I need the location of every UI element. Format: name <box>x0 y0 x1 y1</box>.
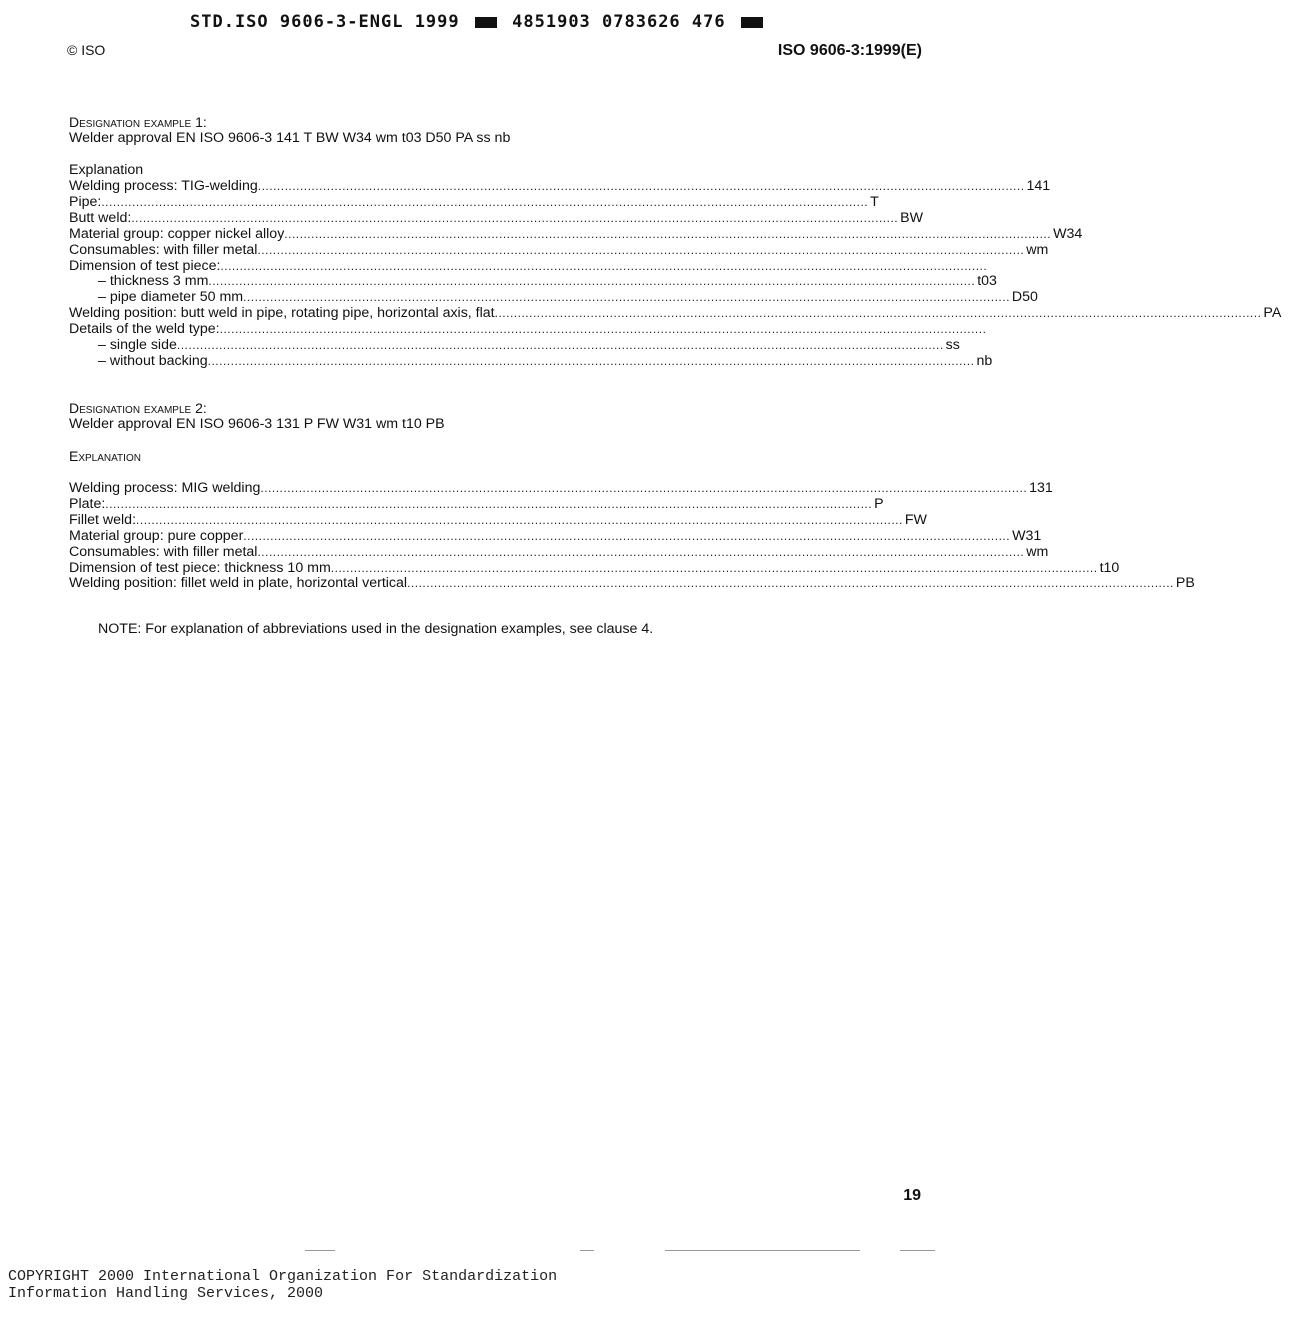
example2-item-row <box>69 543 1049 560</box>
example1-item-row <box>69 178 1051 194</box>
example1-item-row <box>98 337 960 353</box>
example2-item-value: 131 <box>1029 480 1053 496</box>
example1-item-row <box>98 273 997 290</box>
document-stamp <box>190 12 767 32</box>
example2-item-label: Consumables: with filler metal <box>69 543 258 560</box>
dot-leader: ........................................................................................................................................................................................................ <box>101 194 869 209</box>
note-text: NOTE: For explanation of abbreviations used in the designation examples, see clause 4. <box>98 621 654 637</box>
example1-item-row <box>69 225 1083 242</box>
dot-leader: ........................................................................................................................................................................................................ <box>260 481 1028 495</box>
example1-item-label: Material group: copper nickel alloy <box>69 225 285 242</box>
dot-leader: ........................................................................................................................................................................................................ <box>284 226 1052 241</box>
example1-item-label: Details of the weld type: <box>69 321 220 338</box>
dot-leader: ........................................................................................................................................................................................................ <box>330 560 1098 575</box>
example2-item-row <box>69 559 1120 576</box>
scan-rule <box>580 1250 594 1251</box>
dot-leader: ........................................................................................................................................................................................................ <box>494 306 1262 321</box>
example2-item-row <box>69 511 927 528</box>
copyright-mark: © ISO <box>67 42 106 58</box>
example1-item-row <box>98 352 993 369</box>
dot-leader: ........................................................................................................................................................................................................ <box>131 210 899 225</box>
scan-rule <box>665 1250 860 1251</box>
footer-copyright: COPYRIGHT 2000 International Organization For Standardization <box>8 1268 558 1285</box>
dot-leader: ........................................................................................................................................................................................................ <box>207 353 975 368</box>
dot-leader: ........................................................................................................................................................................................................ <box>257 179 1025 193</box>
example1-heading: Designation example 1: <box>69 114 207 130</box>
dot-leader: ........................................................................................................................................................................................................ <box>105 496 873 511</box>
dot-leader: ........................................................................................................................................................................................................ <box>136 512 903 527</box>
dot-leader: ........................................................................................................................................................................................................ <box>243 290 1010 305</box>
footer-publisher: Information Handling Services, 2000 <box>8 1285 324 1302</box>
example2-item-label: Welding process: MIG welding <box>69 480 261 496</box>
scan-rule <box>900 1250 935 1251</box>
example1-item-label: – without backing <box>98 352 208 369</box>
example2-item-label: Material group: pure copper <box>69 527 244 544</box>
example1-item-value: t03 <box>977 273 997 290</box>
example1-item-label: Welding process: TIG-welding <box>69 178 258 194</box>
example2-item-label: Welding position: fillet weld in plate, horizontal vertical <box>69 575 408 592</box>
example1-item-value: wm <box>1026 241 1049 258</box>
dot-leader: ........................................................................................................................................................................................................ <box>219 322 987 337</box>
example1-item-value: W34 <box>1053 225 1083 242</box>
dot-leader: ........................................................................................................................................................................................................ <box>257 242 1025 257</box>
example1-item-row <box>69 305 1282 322</box>
standard-id: ISO 9606-3:1999(E) <box>777 42 922 59</box>
dot-leader: ........................................................................................................................................................................................................ <box>407 576 1174 591</box>
example1-item-value: PA <box>1263 305 1282 322</box>
example2-item-value: wm <box>1026 543 1049 560</box>
example1-item-value: ss <box>945 337 960 353</box>
example1-item-label: Welding position: butt weld in pipe, rotating pipe, horizontal axis, flat <box>69 305 495 322</box>
dot-leader: ........................................................................................................................................................................................................ <box>208 274 976 289</box>
example1-explanation-title: Explanation <box>69 162 144 178</box>
example2-item-row <box>69 480 1053 496</box>
example2-item-value: W31 <box>1012 527 1042 544</box>
example2-item-value: P <box>874 495 884 512</box>
example1-item-label: Consumables: with filler metal <box>69 241 258 258</box>
example1-item-value: nb <box>976 352 993 369</box>
example2-item-row <box>69 495 884 512</box>
example1-item-row <box>69 257 988 274</box>
example2-item-value: t10 <box>1099 559 1120 576</box>
example2-item-value: FW <box>904 511 927 528</box>
example2-item-label: Dimension of test piece: thickness 10 mm <box>69 559 331 576</box>
page-number: 19 <box>903 1187 921 1204</box>
dot-leader: ........................................................................................................................................................................................................ <box>257 544 1025 559</box>
example1-item-value: D50 <box>1011 289 1038 306</box>
example2-item-row <box>69 527 1042 544</box>
example2-explanation-title: Explanation <box>69 448 141 464</box>
example1-item-label: – thickness 3 mm <box>98 273 209 290</box>
stamp-text-right: 4851903 0783626 476 <box>512 12 726 32</box>
example1-item-row <box>69 321 987 338</box>
example2-heading: Designation example 2: <box>69 400 207 416</box>
example1-item-value: 141 <box>1026 178 1051 194</box>
example2-item-value: PB <box>1175 575 1195 592</box>
example2-item-label: Plate: <box>69 495 106 512</box>
dot-leader: ........................................................................................................................................................................................................ <box>220 258 988 273</box>
example1-item-label: – single side <box>98 337 177 353</box>
stamp-block-icon <box>741 17 763 28</box>
stamp-block-icon <box>475 17 497 28</box>
example1-item-row <box>69 241 1049 258</box>
example1-item-value: T <box>870 193 879 210</box>
example1-item-label: – pipe diameter 50 mm <box>98 289 244 306</box>
example1-item-row <box>98 289 1038 306</box>
dot-leader: ........................................................................................................................................................................................................ <box>176 338 944 352</box>
stamp-text-left: STD.ISO 9606-3-ENGL 1999 <box>190 12 460 32</box>
example2-item-label: Fillet weld: <box>69 511 137 528</box>
example1-item-row <box>69 209 923 226</box>
example1-item-label: Dimension of test piece: <box>69 257 221 274</box>
dot-leader: ........................................................................................................................................................................................................ <box>243 528 1011 543</box>
example2-designation: Welder approval EN ISO 9606-3 131 P FW W31 wm t10 PB <box>69 416 445 432</box>
example1-designation: Welder approval EN ISO 9606-3 141 T BW W34 wm t03 D50 PA ss nb <box>69 130 511 146</box>
example2-item-row <box>69 575 1195 592</box>
example1-item-row <box>69 193 879 210</box>
scan-rule <box>305 1250 335 1251</box>
example1-item-label: Pipe: <box>69 193 102 210</box>
example1-item-value: BW <box>900 209 923 226</box>
example1-item-label: Butt weld: <box>69 209 132 226</box>
